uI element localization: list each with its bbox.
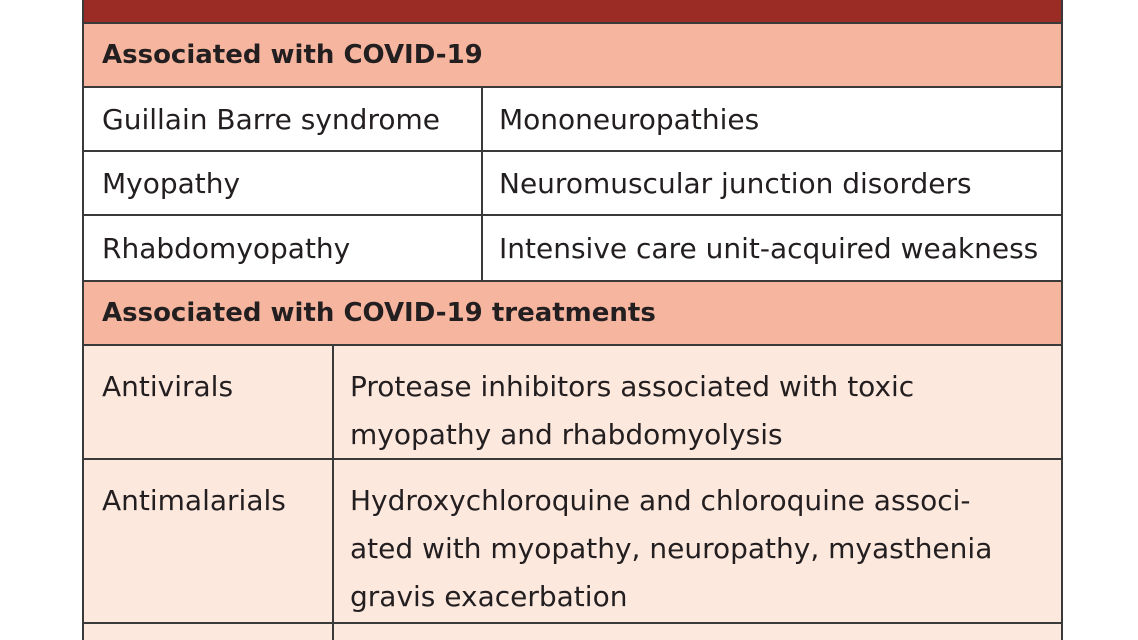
drug-class-cell: Antimalarials xyxy=(84,460,334,622)
effect-cell: Protease inhibitors associated with toxic myopathy and rhabdomyolysis xyxy=(350,370,915,451)
table-cell: Guillain Barre syndrome xyxy=(84,88,483,150)
table-row-partial xyxy=(84,624,1061,640)
table-title-bar xyxy=(84,0,1061,24)
table-row xyxy=(84,216,1061,282)
section-header-treatments-label: Associated with COVID-19 treatments xyxy=(102,298,656,328)
table-cell xyxy=(334,624,1061,640)
table-cell: Myopathy xyxy=(84,152,483,214)
table-cell: Rhabdomyopathy xyxy=(84,216,483,280)
table-cell: Neuromuscular junction disorders xyxy=(499,166,972,200)
table-row xyxy=(84,152,1061,216)
table-cell: Mononeuropathies xyxy=(499,102,760,136)
table-row xyxy=(84,346,1061,460)
section-header-associated xyxy=(84,24,1061,88)
table-cell: Intensive care unit-acquired weakness xyxy=(499,231,1039,265)
section-header-treatments xyxy=(84,282,1061,346)
neuromuscular-covid-table xyxy=(82,0,1063,640)
drug-class-cell: Antivirals xyxy=(84,346,334,458)
section-header-associated-label: Associated with COVID-19 xyxy=(102,40,483,70)
effect-cell: Hydroxychloroquine and chloroquine associ- ated with myopathy, neuropathy, myasthenia gravis exacerbation xyxy=(350,484,993,613)
table-row xyxy=(84,88,1061,152)
table-row xyxy=(84,460,1061,624)
table-cell xyxy=(84,624,334,640)
